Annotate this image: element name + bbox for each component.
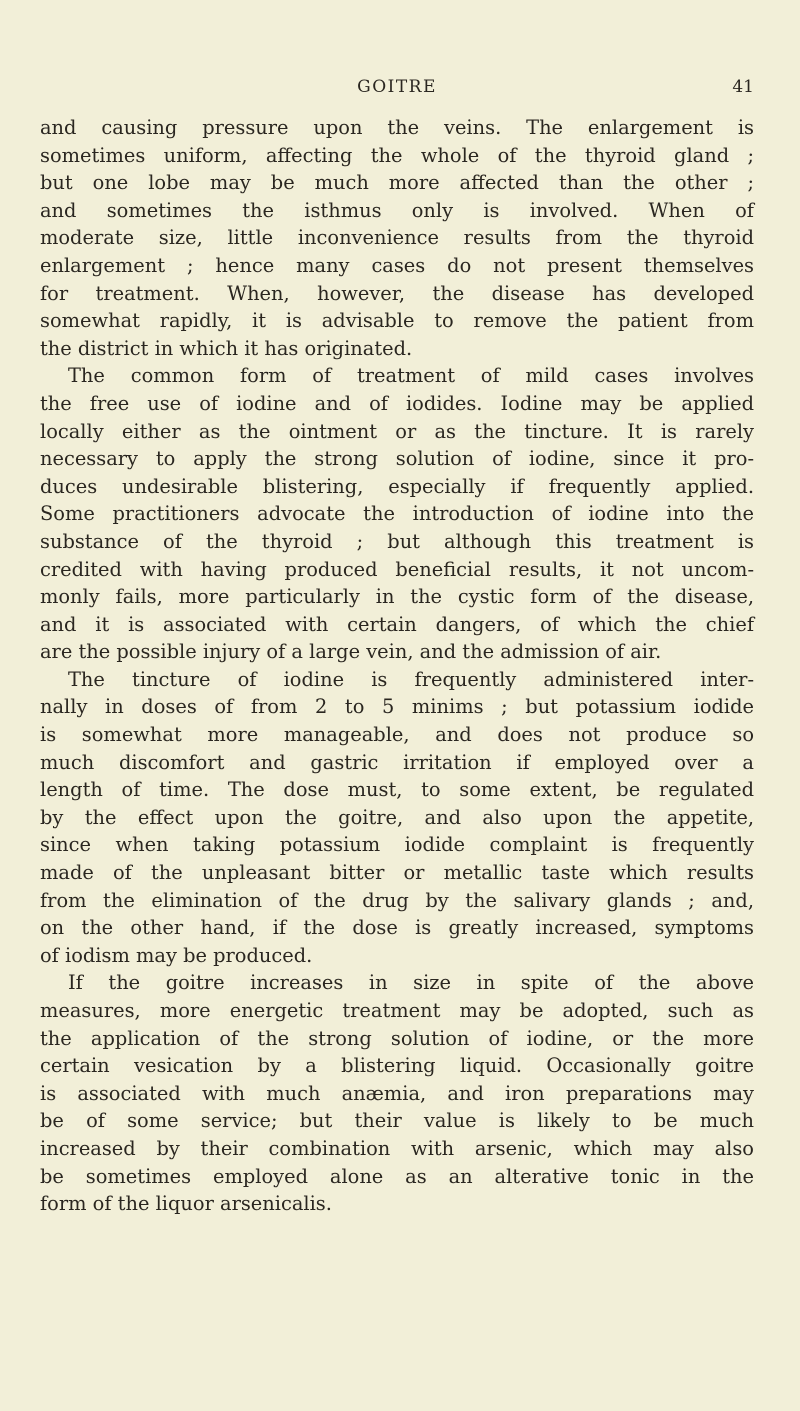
text-line: from the elimination of the drug by the salivary glands ; and, (40, 888, 754, 912)
text-line: measures, more energetic treatment may be adopted, such as (40, 999, 754, 1022)
running-head (40, 76, 754, 116)
text-line: moderate size, little inconvenience results from the thyroid (40, 226, 754, 250)
text-line: by the effect upon the goitre, and also upon the appetite, (40, 805, 754, 829)
text-line: duces undesirable blistering, especially if frequently applied. (40, 474, 754, 498)
text-line: The tincture of iodine is frequently administered inter- (68, 667, 754, 691)
text-line: substance of the thyroid ; but although this treatment is (40, 529, 754, 553)
text-line: is associated with much anæmia, and iron preparations may (40, 1081, 754, 1105)
running-title: GOITRE (357, 77, 437, 97)
text-line: enlargement ; hence many cases do not present themselves (40, 253, 754, 277)
text-line: are the possible injury of a large vein, and the admission of air. (40, 640, 662, 664)
text-line: be sometimes employed alone as an alterative tonic in the (40, 1164, 754, 1188)
text-line: the district in which it has originated. (40, 336, 413, 360)
text-line: locally either as the ointment or as the tincture. It is rarely (40, 419, 754, 443)
text-line: on the other hand, if the dose is greatly increased, symptoms (40, 916, 754, 940)
text-line: made of the unpleasant bitter or metallic taste which results (40, 861, 754, 885)
text-line: If the goitre increases in size in spite of the above (68, 971, 754, 995)
text-line: nally in doses of from 2 to 5 minims ; but potassium iodide (40, 695, 754, 719)
text-line: Some practitioners advocate the introduction of iodine into the (40, 502, 754, 526)
text-line: the free use of iodine and of iodides. Iodine may be applied (40, 391, 754, 415)
text-line: certain vesication by a blistering liquid. Occasionally goitre (40, 1054, 754, 1078)
text-line: credited with having produced beneficial results, it not uncom- (40, 557, 754, 581)
text-line: much discomfort and gastric irritation if employed over a (40, 750, 754, 774)
text-line: necessary to apply the strong solution of iodine, since it pro- (40, 447, 754, 471)
text-line: is somewhat more manageable, and does not produce so (40, 723, 754, 747)
book-page (0, 76, 800, 1411)
text-line: for treatment. When, however, the disease has developed (40, 281, 754, 305)
text-line: monly fails, more particularly in the cystic form of the disease, (40, 585, 754, 609)
text-line: the application of the strong solution of iodine, or the more (40, 1026, 754, 1050)
text-line: sometimes uniform, affecting the whole of the thyroid gland ; (40, 143, 754, 167)
text-line: of iodism may be produced. (40, 943, 313, 967)
text-line: and it is associated with certain dangers, of which the chief (40, 612, 754, 636)
text-line: increased by their combination with arsenic, which may also (40, 1136, 754, 1160)
text-line: but one lobe may be much more affected than the other ; (40, 171, 754, 195)
text-line: and causing pressure upon the veins. The enlargement is (40, 116, 754, 139)
text-line: and sometimes the isthmus only is involved. When of (40, 198, 754, 222)
text-line: be of some service; but their value is likely to be much (40, 1109, 754, 1133)
text-line: length of time. The dose must, to some extent, be regulated (40, 778, 754, 802)
body-text (40, 114, 754, 1218)
text-line: since when taking potassium iodide complaint is frequently (40, 833, 754, 857)
text-line: form of the liquor arsenicalis. (40, 1192, 332, 1216)
text-line: somewhat rapidly, it is advisable to remove the patient from (40, 309, 754, 333)
page-number: 41 (732, 77, 754, 97)
text-line: The common form of treatment of mild cases involves (68, 364, 754, 388)
